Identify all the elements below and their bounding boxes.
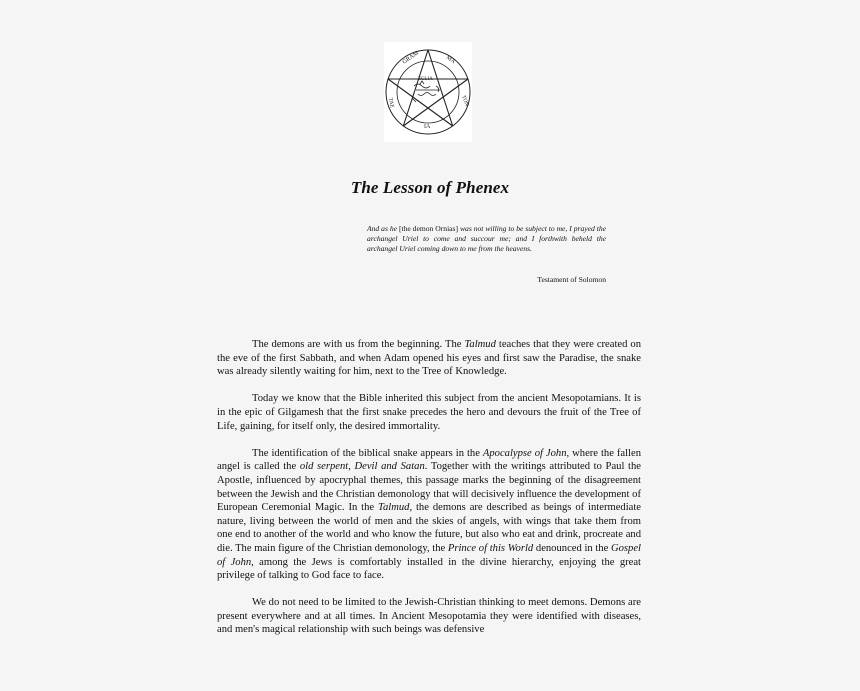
paragraph-1: [217, 338, 641, 379]
text-run: . Together with the writings attributed to Paul the Apostle, influenced by apocryphal themes, this passage marks the beginning of the disagreement between the Jewish and the Christian demonology that will decisively influence the development of European Ceremonial Magic. In the: [217, 461, 641, 514]
text-run-italic: Talmud: [464, 339, 496, 350]
text-run-italic: Apocalypse of John: [482, 447, 567, 459]
text-run: , the demons are described as beings of intermediate nature, living between the world of men and the skies of angels, with wings that take them from one end to another of the world and who know the future, but also who eat and drink, procreate and die. The main figure of the Christian demonology, the: [217, 502, 642, 554]
seal-label-center: ECLIA: [418, 77, 433, 82]
pentagram-seal-icon: [384, 42, 472, 142]
paragraph-2: [217, 392, 641, 433]
text-run-italic: Gospel of John: [217, 542, 641, 568]
text-run-italic: Prince of this World: [447, 542, 534, 554]
text-run: denounced in the: [533, 542, 611, 554]
epigraph-bracket: [the demon Ornias]: [398, 224, 459, 233]
text-run-italic: old serpent, Devil and Satan: [299, 461, 425, 473]
seal-label-top-left: GRAM: [401, 50, 420, 66]
seal-label-right: TON: [460, 94, 470, 108]
seal-label-left: TAE: [387, 97, 395, 109]
document-title: The Lesson of Phenex: [350, 178, 510, 197]
epigraph-part-2: was not willing to be subject to me, I prayed the archangel Uriel to come and succour me; and I forthwith beheld the archangel Uriel coming down to me from the heavens.: [367, 224, 606, 253]
paragraph-3: [217, 447, 641, 583]
body-text: [217, 338, 641, 651]
paragraph-4: [217, 596, 641, 637]
text-run: We do not need to be limited to the Jewish-Christian thinking to meet demons. Demons are present everywhere and at all times. In Ancient Mesopotamia they were identified with diseases, and men's magical relationship with such beings was defensive: [217, 597, 641, 636]
seal-label-bottom: IA: [424, 124, 431, 130]
epigraph-quote: [367, 224, 606, 254]
text-run: , among the Jews is comfortably installed in the divine hierarchy, enjoying the great privilege of talking to God face to face.: [217, 556, 641, 582]
text-run-italic: Talmud: [378, 502, 410, 514]
text-run: , where the fallen angel is called the: [217, 447, 641, 473]
epigraph-attribution: Testament of Solomon: [537, 275, 606, 284]
text-run: The demons are with us from the beginning. The: [252, 339, 465, 350]
epigraph-part-1: And as he: [367, 224, 399, 233]
seal-label-top-right: MA: [444, 54, 457, 66]
text-run: Today we know that the Bible inherited this subject from the ancient Mesopotamians. It is in the epic of Gilgamesh that the first snake precedes the hero and devours the fruit of the Tree of Life, gaining, for itself only, the desired immortality.: [217, 393, 641, 432]
text-run: The identification of the biblical snake appears in the: [252, 447, 483, 459]
text-run: teaches that they were created on the eve of the first Sabbath, and when Adam opened his eyes and first saw the Paradise, the snake was already silently waiting for him, next to the Tree of Knowledge.: [217, 339, 641, 378]
